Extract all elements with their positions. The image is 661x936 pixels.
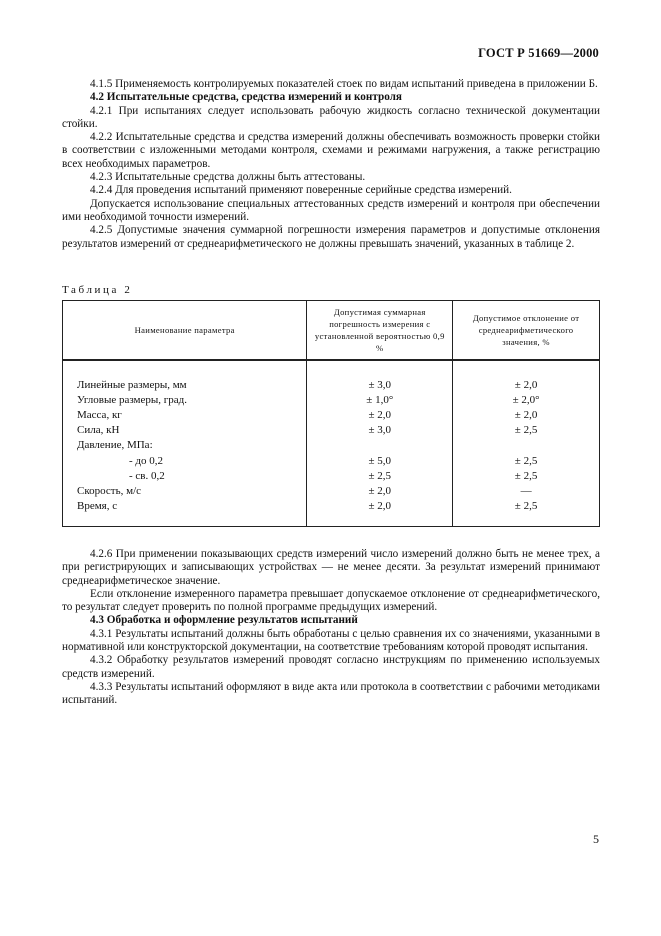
paragraph: 4.1.5 Применяемость контролируемых показателей стоек по видам испытаний приведена в приложении Б.: [90, 78, 598, 90]
cell-total-error: ± 5,0: [307, 453, 453, 468]
table-body: [63, 360, 600, 526]
table-row: [63, 392, 600, 407]
cell-parameter-name: Давление, МПа:: [63, 438, 307, 453]
cell-total-error: ± 2,5: [307, 468, 453, 483]
cell-parameter-name: Сила, кН: [63, 423, 307, 438]
parameters-table: [62, 300, 600, 527]
paragraph: 4.3.1 Результаты испытаний должны быть обработаны с целью сравнения их со значениями, указанными в нормативной или конструкторской документации, на соответствие требованиям которой проводят испытания.: [62, 627, 600, 654]
cell-deviation: ± 2,0: [453, 407, 600, 422]
header-deviation: Допустимое отклонение от среднеарифметического значения, %: [453, 301, 600, 361]
cell-parameter-name: Время, с: [63, 499, 307, 527]
cell-deviation: ± 2,5: [453, 423, 600, 438]
cell-deviation: [453, 438, 600, 453]
cell-total-error: ± 2,0: [307, 483, 453, 498]
cell-total-error: ± 1,0°: [307, 392, 453, 407]
table-row: [63, 407, 600, 422]
table-row: [63, 483, 600, 498]
table-row: [63, 360, 600, 392]
cell-total-error: [307, 438, 453, 453]
cell-total-error: ± 2,0: [307, 499, 453, 527]
cell-deviation: ± 2,5: [453, 499, 600, 527]
table-caption: Таблица 2: [62, 284, 133, 296]
header-total-error: Допустимая суммарная погрешность измерения с установленной вероятностью 0,9 %: [307, 301, 453, 361]
header-parameter-name: Наименование параметра: [63, 301, 307, 361]
cell-parameter-name: Угловые размеры, град.: [63, 392, 307, 407]
paragraph: 4.2.3 Испытательные средства должны быть аттестованы.: [90, 171, 366, 184]
paragraph: 4.2.1 При испытаниях следует использовать рабочую жидкость согласно технической документации стойки.: [62, 104, 600, 130]
document-header: ГОСТ Р 51669—2000: [478, 46, 599, 60]
cell-parameter-name: - св. 0,2: [63, 468, 307, 483]
table-row: [63, 438, 600, 453]
paragraph: 4.3.3 Результаты испытаний оформляют в виде акта или протокола в соответствии с рабочими методиками испытаний.: [62, 680, 600, 707]
page-number: 5: [593, 832, 599, 846]
paragraph: 4.2.2 Испытательные средства и средства измерений должны обеспечивать возможность проверки стойки в соответствии с изложенными методами контроля, схемами и режимами нагружения, а также регистрацию всех необходимых параметров.: [62, 131, 600, 170]
cell-deviation: ± 2,0°: [453, 392, 600, 407]
cell-total-error: ± 3,0: [307, 423, 453, 438]
cell-deviation: ± 2,5: [453, 468, 600, 483]
table-header-row: [63, 301, 600, 361]
section-heading: 4.2 Испытательные средства, средства измерений и контроля: [90, 91, 402, 104]
table-row: [63, 499, 600, 527]
top-text-block: [62, 78, 600, 251]
cell-parameter-name: Скорость, м/с: [63, 483, 307, 498]
cell-deviation: —: [453, 483, 600, 498]
bottom-text-block: [62, 548, 600, 708]
cell-deviation: ± 2,5: [453, 453, 600, 468]
cell-total-error: ± 3,0: [307, 360, 453, 392]
cell-deviation: ± 2,0: [453, 360, 600, 392]
paragraph: 4.3.2 Обработку результатов измерений проводят согласно инструкциям по применению используемых средств измерений.: [62, 654, 600, 680]
paragraph: 4.2.5 Допустимые значения суммарной погрешности измерения параметров и допустимые отклонения результатов измерений от среднеарифметического не должны превышать значений, указанных в таблице 2.: [62, 224, 600, 250]
cell-parameter-name: Масса, кг: [63, 407, 307, 422]
cell-parameter-name: - до 0,2: [63, 453, 307, 468]
paragraph: Допускается использование специальных аттестованных средств измерений и контроля при обеспечении ими необходимой точности измерений.: [62, 197, 600, 223]
cell-parameter-name: Линейные размеры, мм: [63, 360, 307, 392]
paragraph: 4.2.4 Для проведения испытаний применяют поверенные серийные средства измерений.: [90, 184, 512, 197]
cell-total-error: ± 2,0: [307, 407, 453, 422]
section-heading: 4.3 Обработка и оформление результатов испытаний: [90, 614, 358, 627]
table-row: [63, 423, 600, 438]
paragraph: 4.2.6 При применении показывающих средств измерений число измерений должно быть не менее трех, а при регистрирующих и записывающих устройствах — не менее десяти. За результат измерений принимают среднеарифметическое значение.: [62, 548, 600, 587]
table-row: [63, 468, 600, 483]
table-row: [63, 453, 600, 468]
paragraph: Если отклонение измеренного параметра превышает допускаемое отклонение от среднеарифметического, то результат следует проверить по полной программе предыдущих измерений.: [62, 587, 600, 614]
